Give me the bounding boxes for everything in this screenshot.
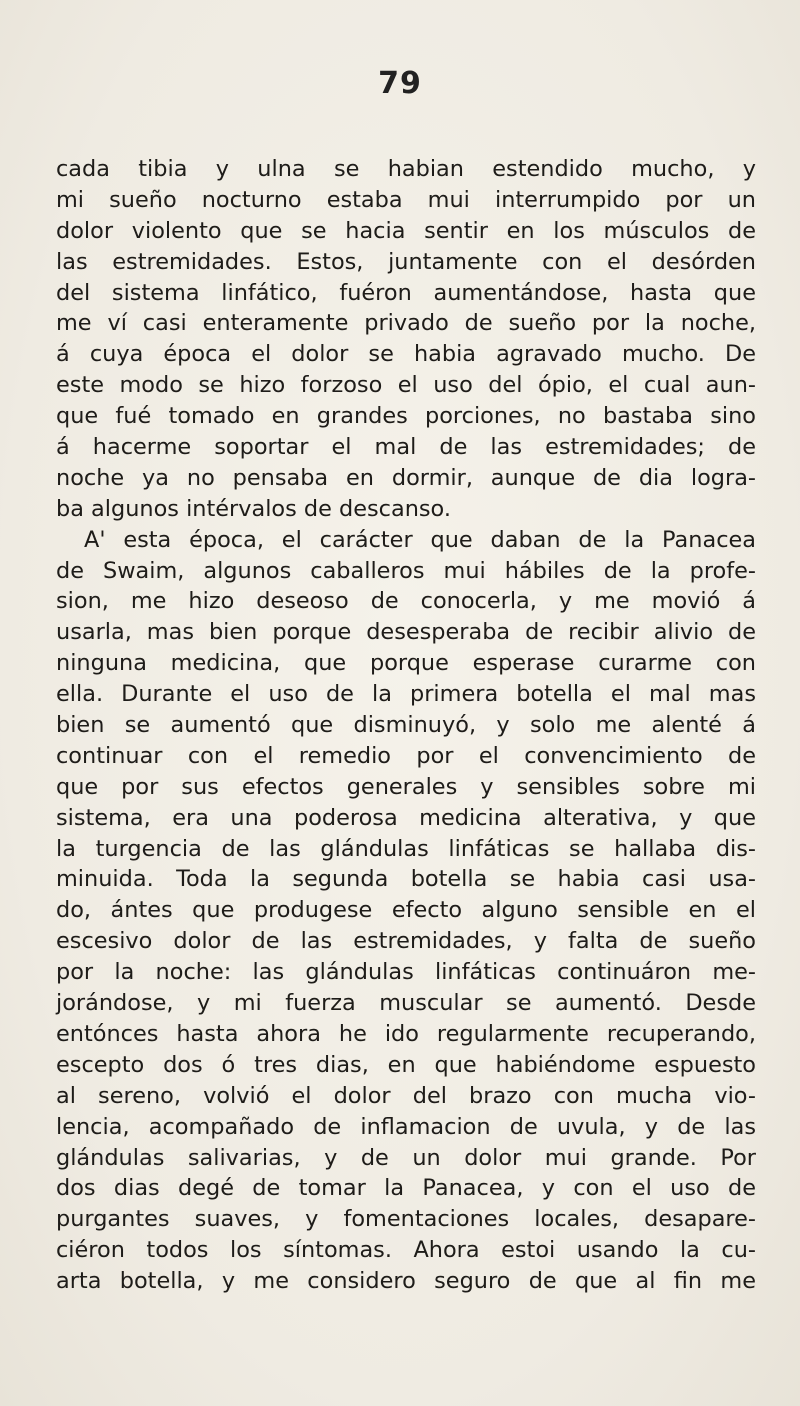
page-number: 79 <box>378 66 422 101</box>
text-line: dos dias degé de tomar la Panacea, y con el uso de <box>56 1175 756 1202</box>
text-line: cada tibia y ulna se habian estendido mucho, y <box>56 156 756 182</box>
text-line: que fué tomado en grandes porciones, no bastaba sino <box>56 403 756 430</box>
paragraph-start-line: A' esta época, el carácter que daban de la Panacea <box>84 526 756 553</box>
text-line: glándulas salivarias, y de un dolor mui grande. Por <box>56 1144 756 1171</box>
text-line: bien se aumentó que disminuyó, y solo me alenté á <box>56 712 756 739</box>
text-line: arta botella, y me considero seguro de que al fin me <box>56 1268 756 1295</box>
text-line: á hacerme soportar el mal de las estremidades; de <box>56 434 756 461</box>
text-line: las estremidades. Estos, juntamente con el desórden <box>56 248 756 275</box>
text-line: lencia, acompañado de inflamacion de uvula, y de las <box>56 1113 756 1140</box>
text-line: noche ya no pensaba en dormir, aunque de dia logra- <box>56 464 756 491</box>
text-line: escepto dos ó tres dias, en que habiéndome espuesto <box>56 1051 756 1078</box>
text-line: dolor violento que se hacia sentir en los músculos de <box>56 217 756 244</box>
text-line: ninguna medicina, que porque esperase curarme con <box>56 650 756 677</box>
text-line: que por sus efectos generales y sensibles sobre mi <box>56 773 756 800</box>
body-text <box>56 154 756 1297</box>
text-line: ciéron todos los síntomas. Ahora estoi usando la cu- <box>56 1237 756 1264</box>
text-line: continuar con el remedio por el convencimiento de <box>56 742 756 769</box>
text-line: á cuya época el dolor se habia agravado mucho. De <box>56 341 756 368</box>
text-line: ba algunos intérvalos de descanso. <box>56 495 451 522</box>
text-line: al sereno, volvió el dolor del brazo con mucha vio- <box>56 1082 756 1109</box>
text-line: escesivo dolor de las estremidades, y falta de sueño <box>56 928 756 955</box>
text-line: sion, me hizo deseoso de conocerla, y me movió á <box>56 588 756 615</box>
text-line: de Swaim, algunos caballeros mui hábiles de la profe- <box>56 557 756 584</box>
text-line: usarla, mas bien porque desesperaba de recibir alivio de <box>56 619 756 646</box>
text-line: jorándose, y mi fuerza muscular se aumentó. Desde <box>56 990 756 1017</box>
text-line: me ví casi enteramente privado de sueño por la noche, <box>56 310 756 337</box>
text-line: por la noche: las glándulas linfáticas continuáron me- <box>56 959 756 986</box>
text-line: este modo se hizo forzoso el uso del ópio, el cual aun- <box>56 372 756 399</box>
text-line: sistema, era una poderosa medicina alterativa, y que <box>56 804 756 831</box>
text-line: mi sueño nocturno estaba mui interrumpido por un <box>56 186 756 213</box>
text-line: ella. Durante el uso de la primera botella el mal mas <box>56 681 756 708</box>
text-line: entónces hasta ahora he ido regularmente recuperando, <box>56 1020 756 1047</box>
text-line: la turgencia de las glándulas linfáticas se hallaba dis- <box>56 835 756 862</box>
text-line: purgantes suaves, y fomentaciones locales, desapare- <box>56 1206 756 1233</box>
text-line: del sistema linfático, fuéron aumentándose, hasta que <box>56 279 756 306</box>
text-line: do, ántes que produgese efecto alguno sensible en el <box>56 897 756 924</box>
text-line: minuida. Toda la segunda botella se habia casi usa- <box>56 866 756 893</box>
